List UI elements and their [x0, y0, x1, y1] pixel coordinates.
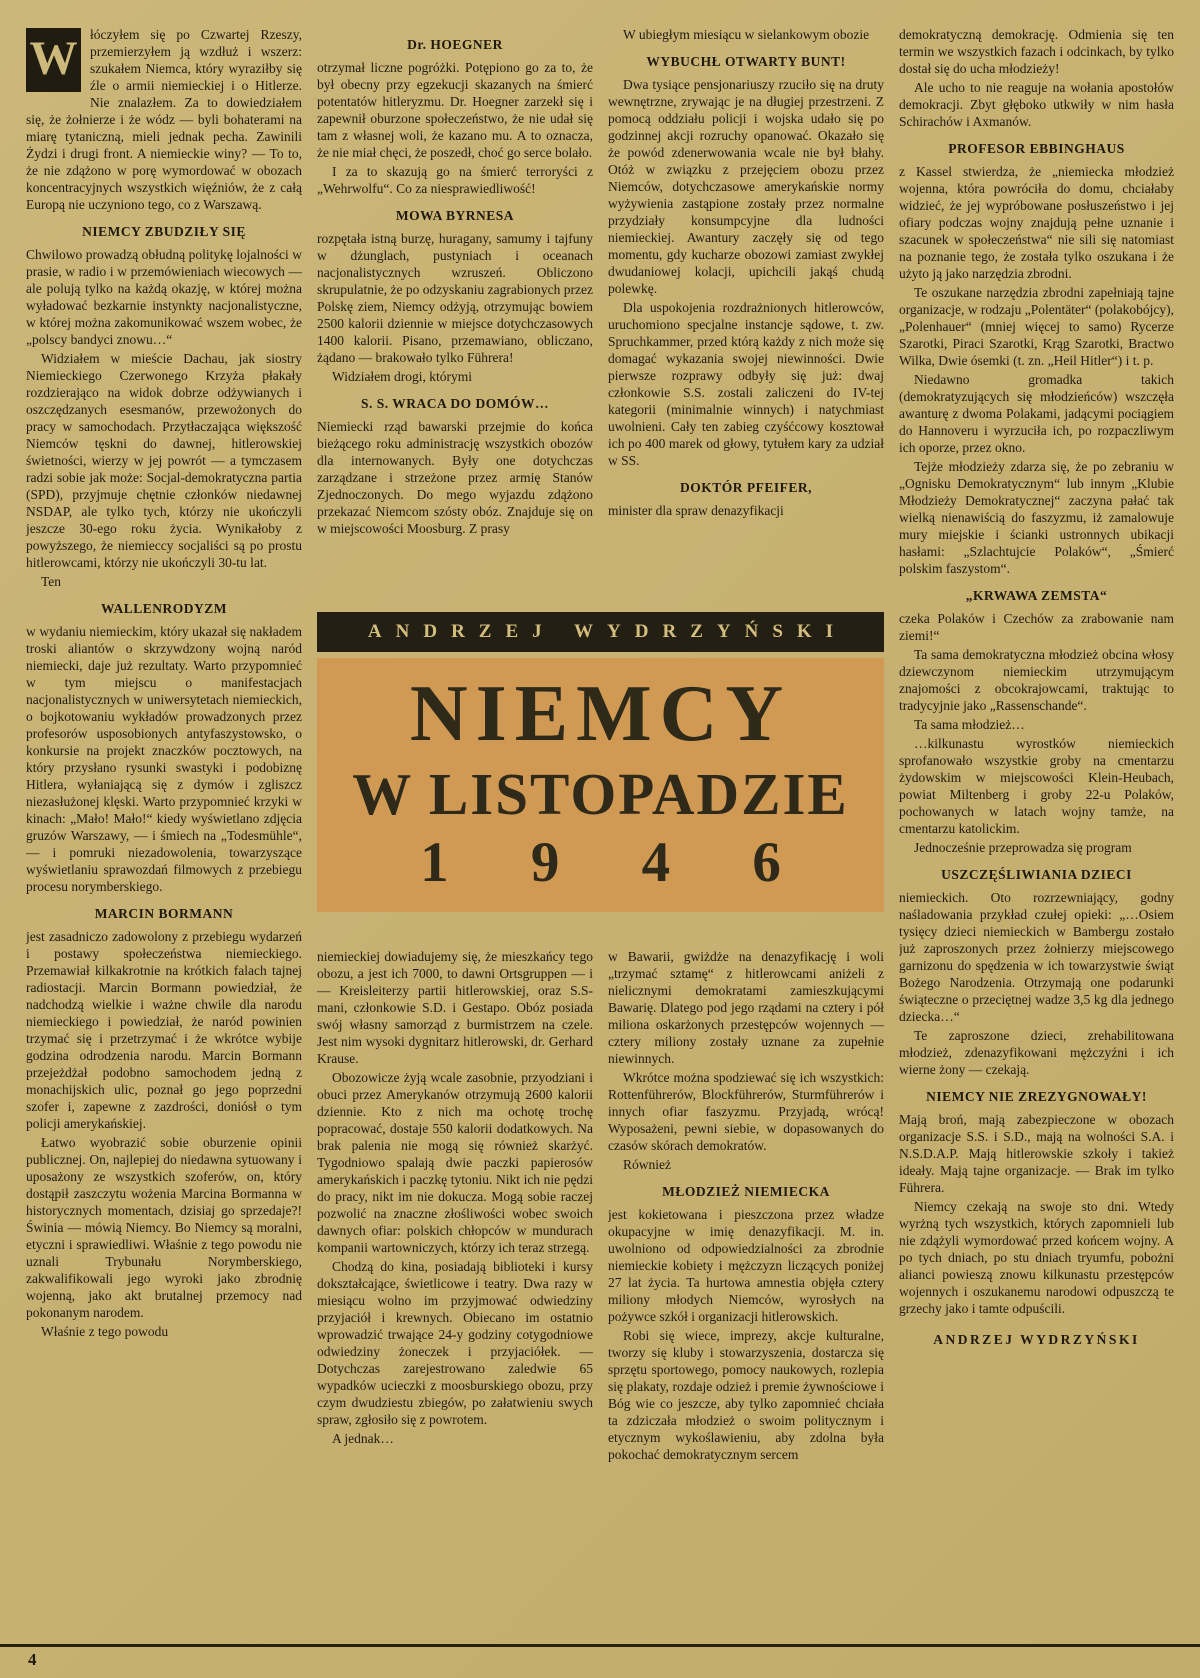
section-heading: NIEMCY ZBUDZIŁY SIĘ [82, 224, 246, 239]
article-column-3-top [608, 26, 884, 606]
article-paragraph: otrzymał liczne pogróżki. Potępiono go za to, że był obecny przy egzekucji skazanych na śmierć potentatów hitleryzmu. Dr. Hoegner zarzekł się i zapewnił oburzone społeczeństwo, że nie udał się tam z własnej woli, że kazano mu. A to oznacza, że nie miał chęci, że poszedł, choć go serce bolało. [317, 60, 593, 160]
drop-cap: W [26, 28, 81, 92]
article-paragraph: Niemiecki rząd bawarski przejmie do końca bieżącego roku administrację wszystkich obozów dla internowanych. Były one dotychczas zarządzane i strzeżone przez armię Stanów Zjednoczonych. Do mego wyjazdu zdążono przekazać Niemcom szósty obóz. Znajduje się on w miejscowości Moosburg. Z prasy [317, 419, 593, 536]
article-paragraph: czeka Polaków i Czechów za zrabowanie nam ziemi!“ [899, 611, 1174, 643]
article-paragraph: Ta sama demokratyczna młodzież obcina włosy dziewczynom niemieckim utrzymującym znajomości z obcokrajowcami, traktując to tradycyjnie jako „Rassenschande“. [899, 647, 1174, 713]
section-heading: Dr. HOEGNER [407, 37, 503, 52]
article-paragraph: A jednak… [332, 1431, 394, 1446]
section-heading: PROFESOR EBBINGHAUS [948, 141, 1125, 156]
article-paragraph: Niedawno gromadka takich (demokratyzujących się młodzieńców) wszczęła awanturę z dwoma Polakami, jadącymi pociągiem do Hannoveru i wyrzuciła ich, po rozpaczliwym ich oporze, przez okno. [899, 372, 1174, 455]
article-paragraph: niemieckiej dowiadujemy się, że mieszkańcy tego obozu, a jest ich 7000, to dawni Ortsgruppen — i — Kreisleiterzy partii hitlerowskiej, oraz S.S-mani, członkowie S.D. i Gestapo. Obóz posiada swój własny samorząd z burmistrzem na czele. Jest nim wysoki dygnitarz hitlerowski, dr. Gerhard Krause. [317, 949, 593, 1066]
article-paragraph: Chwilowo prowadzą obłudną politykę lojalności w prasie, w radio i w przemówieniach wiecowych — ale polują tylko na każdą okazję, w której można wyładować bezkarnie instynkty nacjonalistyczne, w której można zakomunikować wszem wobec, że „polscy bandyci znowu…“ [26, 247, 302, 347]
article-paragraph: Ta sama młodzież… [914, 717, 1025, 732]
section-heading: „KRWAWA ZEMSTA“ [965, 588, 1108, 603]
article-paragraph: Również [623, 1157, 671, 1172]
article-paragraph: minister dla spraw denazyfikacji [608, 503, 784, 518]
article-paragraph: Jednocześnie przeprowadza się program [914, 840, 1132, 855]
article-paragraph: Obozowicze żyją wcale zasobnie, przyodziani i obuci przez Amerykanów otrzymują 2600 kalorii dziennie. Kto z nich ma ochotę trochę popracować, dostaje 550 kalorii dodatkowych. Na brak palenia nie mogą się również skarżyć. Tygodniowo spalają dwie paczki papierosów amerykańskich i paczkę tytoniu. Nikt ich nie pędzi do pracy, nikt im nie dokucza. Mogą sobie raczej pozwolić na znaczne złośliwości wobec swoich dawnych ofiar: polskich chłopców w mundurach kompanii wartowniczych, którzy ich teraz strzegą. [317, 1070, 593, 1255]
article-paragraph: Chodzą do kina, posiadają biblioteki i kursy dokształcające, świetlicowe i teatry. Dwa razy w miesiącu wolno im przyjmować odwiedziny przyjaciół i krewnych. Obiecano im ostatnio wprowadzić trwające 24-y godziny cotygodniowe odwiedziny żoneczek i przyjaciółek. — Dotychczas zarejestrowano zaledwie 65 wypadków ucieczki z moosburskiego obozu, przy czym dwudziestu zbiegów, po załatwieniu swych spraw, zgłosiło się z powrotem. [317, 1259, 593, 1427]
headline-box [317, 658, 884, 912]
article-column-2-top [317, 26, 593, 606]
headline-block [317, 612, 884, 912]
article-paragraph: Robi się wiece, imprezy, akcje kulturalne, tworzy się kluby i stowarzyszenia, dostarcza się sprzętu sportowego, pomocy naukowych, rozlepia się plakaty, rozdaje odzież i premie żywnościowe i Bóg wie co jeszcze, aby tylko zapomnieć chciała ta zdziczała młodzież o swoim politycznym i etycznym wykoślawieniu, aby zdolna była pokochać demokratycznym sercem [608, 1328, 884, 1462]
page-number: 4 [28, 1650, 37, 1669]
section-heading: USZCZĘŚLIWIANIA DZIECI [941, 867, 1132, 882]
article-paragraph: jest kokietowana i pieszczona przez władze okupacyjne w imię denazyfikacji. M. in. uwolniono od odpowiedzialności za zbrodnie niemieckie kobiety i mężczyzn liczących poniżej 27 lat życia. Ta hurtowa amnestia objęła cztery miliony młodych Niemców, wyrosłych na pożywce szkół i organizacji hitlerowskich. [608, 1207, 884, 1324]
article-paragraph: Ale ucho to nie reaguje na wołania apostołów demokracji. Zbyt głęboko utkwiły w nim hasła Schirachów i Axmanów. [899, 80, 1174, 129]
article-paragraph: w Bawarii, gwiżdże na denazyfikację i woli „trzymać sztamę“ z hitlerowcami aniżeli z nielicznymi demokratami zamieszkującymi Bawarię. Dlatego pod jego rządami na cztery i pół miliona oskarżonych przestępców wojennych — cztery miliony zostały uznane za zupełnie niewinnych. [608, 949, 884, 1066]
section-heading: MOWA BYRNESA [395, 208, 515, 223]
article-column-2-bottom [317, 948, 593, 1620]
article-paragraph: Właśnie z tego powodu [41, 1324, 169, 1339]
article-paragraph: Łatwo wyobrazić sobie oburzenie opinii publicznej. On, najlepiej do niedawna sytuowany i uposażony ze wszystkich szoferów, on, który dostąpił zaszczytu wożenia Marcina Bormanna w historycznych momentach, dzisiaj go sprzedaje?! Świnia — mówią Niemcy. Bo Niemcy są moralni, etyczni i sprawiedliwi. Właśnie z tego powodu nie uznali Trybunału Norymberskiego, zakwalifikowali jego wyroki jako zbrodnię wojenną, jako akt brutalnej przemocy nad pokonanym narodem. [26, 1135, 302, 1320]
article-paragraph: W łóczyłem się po Czwartej Rzeszy, przemierzyłem ją wzdłuż i wszerz: szukałem Niemca, który wyraziłby się źle o armii niemieckiej i o Hitlerze. Nie znalazłem. Za to dowiedziałem się, że żołnierze i że wódz — byli bohaterami na miarę tytaniczną, mieli jednak pecha. Zawinili Żydzi i drugi front. A niemieckie winy? — To to, że nie zdążono w porę wymordować w obozach koncentracyjnych wszystkich więźniów, że z całą Europą nie uczyniono tego, co z Warszawą. [26, 27, 302, 212]
section-heading: WYBUCHŁ OTWARTY BUNT! [646, 54, 846, 69]
headline-title-line-3: 1 9 4 6 [420, 830, 815, 894]
article-paragraph: Niemcy czekają na swoje sto dni. Wtedy wyrżną tych wszystkich, których zapomnieli lub nie zdążyli wymordować przed końcem wojny. A po tych dniach, po stu dniach tryumfu, pobożni alianci powieszą znowu kilkunastu przestępców wojennych i oszukanemu narodowi odpuszczą te grzechy jako i tamte odpuścili. [899, 1199, 1174, 1316]
article-column-4 [899, 26, 1174, 1622]
headline-title-line-1: NIEMCY [409, 670, 792, 758]
section-heading: NIEMCY NIE ZREZYGNOWAŁY! [926, 1089, 1147, 1104]
article-paragraph: Te oszukane narzędzia zbrodni zapełniają tajne organizacje, w rodzaju „Polentäter“ (polakobójcy), „Polenhauer“ (mniej więcej to samo) Rycerze Szarotki, Piraci Szarotki, Krąg Szarotki, Bractwo Wilka, Dwie ósemki (t. zn. „Heil Hitler“) i t. p. [899, 285, 1174, 368]
article-paragraph: …kilkunastu wyrostków niemieckich sprofanowało wszystkie groby na cmentarzu żydowskim w miejscowości Klein-Heubach, powiat Miltenberg i groby 22-u Polaków, pochowanych w latach wojny tamże, na cmentarzu katolickim. [899, 736, 1174, 836]
article-paragraph: niemieckich. Oto rozrzewniający, godny naśladowania przykład czułej opieki: „…Osiem tysięcy dzieci niemieckich w Bambergu zostało już zaproszonych przez żołnierzy miejscowego garnizonu do spędzenia w ich towarzystwie świąt Bożego Narodzenia. Otrzymają one podarunki świąteczne o przeciętnej wadze 3,5 kg dla jednego dziecka…“ [899, 890, 1174, 1024]
article-paragraph: Tejże młodzieży zdarza się, że po zebraniu w „Ognisku Demokratycznym“ lub innym „Klubie Młodzieży Demokratycznej“ zaczyna pałać tak wielką nienawiścią do faszyzmu, iż zamalowuje mury miejskie i ścianki ustronnych ubikacji hasłami: „Szlachtujcie Polaków“, „Śmierć polskim faszystom“. [899, 459, 1174, 576]
section-heading: S. S. WRACA DO DOMÓW… [360, 396, 550, 411]
article-paragraph: rozpętała istną burzę, huragany, samumy i tajfuny w dżunglach, pustyniach i oceanach nacjonalistycznych wzruszeń. Obliczono skrupulatnie, że po odzyskaniu zagrabionych przez Polskę ziem, Niemcy odżyją, otrzymując bowiem 2500 kalorii dziennie w miejsce dotychczasowych 1400 kalorii. Pisano, przemawiano, obliczano, żądano — brakowało tylko Führera! [317, 231, 593, 365]
footer-rule [0, 1644, 1200, 1647]
section-heading: WALLENRODYZM [100, 601, 227, 616]
article-paragraph: W ubiegłym miesiącu w sielankowym obozie [623, 27, 870, 42]
section-heading: MARCIN BORMANN [94, 906, 234, 921]
article-paragraph: z Kassel stwierdza, że „niemiecka młodzież wojenna, która powróciła do domu, chciałaby widzieć, że jej wypróbowane posłuszeństwo i jej ofiary podczas wojny znajdują pełne uznanie i szacunek w społeczeństwa“ nie sili się natomiast na poznanie tego, że została tylko oszukana i że użyto ją jako narzędzia zbrodni. [899, 164, 1174, 281]
section-heading: MŁODZIEŻ NIEMIECKA [662, 1184, 830, 1199]
headline-author-bar [317, 612, 884, 652]
headline-author: ANDRZEJ WYDRZYŃSKI [367, 621, 848, 642]
article-column-1 [26, 26, 302, 1622]
article-paragraph: Mają broń, mają zabezpieczone w obozach organizacje S.S. i S.D., mają na wolności S.A. i N.S.D.A.P. Mają hitlerowskie szkoły i takież ideały. Mają tajne organizacje. — Brak im tylko Führera. [899, 1112, 1174, 1195]
article-paragraph: demokratyczną demokrację. Odmienia się ten termin we wszystkich fazach i odcinkach, by tylko dostał się do ucha młodzieży! [899, 27, 1174, 76]
headline-title-line-2: W LISTOPADZIE [352, 760, 849, 827]
article-paragraph: Dwa tysiące pensjonariuszy rzuciło się na druty wewnętrzne, zrywając je na długiej przestrzeni. Z pomocą oddziału policji i wojska udało się po godzinnej akcji rozruchy opanować. Okazało się że powód zdenerwowania wcale nie był błahy. Otóż w związku z przejęciem obozu przez Niemców, dotychczasowe amerykańskie normy wyżywienia zastąpione zostały przez normalne przydziały konsumpcyjne dla ludności niemieckiej. Awantury zaczęły się od tego momentu, gdy kucharze obozowi zamiast zwykłej dwudaniowej kolacji, upichcili jakąś chudą polewkę. [608, 77, 884, 296]
author-signature: ANDRZEJ WYDRZYŃSKI [933, 1332, 1140, 1347]
article-paragraph: Widziałem w mieście Dachau, jak siostry Niemieckiego Czerwonego Krzyża płakały rozdzierająco na widok dobrze odżywianych i oszczędzanych esesmanów, przewożonych do pracy w samochodach. Przytłaczająca większość Niemców tęskni do dawnej, hitlerowskiej świetności, wierzy w jej powrót — a tymczasem radzi sobie jak może: Socjal-demokratyczna partia (SPD), przyjmuje chętnie członków niedawnej NSDAP, ale tylko tych, którzy nie ukończyli jeszcze 30-ego roku życia. Wynikałoby z powyższego, że niemieccy socjaliści są po prostu hitlerowcami, którzy nie ukończyli 30-tu lat. [26, 351, 302, 570]
article-paragraph: w wydaniu niemieckim, który ukazał się nakładem troski aliantów o skrzywdzony wojną naród niemiecki, daje już rezultaty. Warto przypomnieć w tym miejscu o manifestacjach nacjonalistycznych w uniwersytetach niemieckich, o bojkotowaniu wykładów prowadzonych przez profesorów usposobionych antyfaszystowsko, o konkursie na projekt znaczków pocztowych, na który przysłano rysunki swastyki i podobiznę Hitlera, wyłaniającą się z dymów i zgliszcz niezasłużonej klęski. Warto przypomnieć krzyki w kinach: „Mało! Mało!“ kiedy wyświetlano zdjęcia gruzów Warszawy, — i śmiech na „Todesmühle“, — i pomruki niezadowolenia, towarzyszące wyświetlaniu sprawozdań filmowych z przebiegu procesu norymberskiego. [26, 624, 302, 894]
article-paragraph: Dla uspokojenia rozdrażnionych hitlerowców, uruchomiono specjalne instancje sądowe, t. zw. Spruchkammer, przed którą każdy z nich może się domagać wykazania swojej niewinności. Dwie pierwsze rozprawy odbyły się już: dwaj członkowie S.S. zostali zaliczeni do IV-tej kategorii (minimalnie winnych) i natychmiast uwolnieni. Cały ten zabieg czyśćcowy kosztował ich po 400 marek od głowy, tytułem kary za udział w SS. [608, 300, 884, 468]
article-paragraph: Wkrótce można spodziewać się ich wszystkich: Rottenführerów, Blockführerów, Sturmführerów i innych ofiar faszyzmu. Przyjadą, wrócą! Wyposażeni, pewni siebie, w dopasowanych do czasów skórach demokratów. [608, 1070, 884, 1153]
section-heading: DOKTÓR PFEIFER, [679, 480, 812, 495]
article-paragraph: Widziałem drogi, którymi [332, 369, 473, 384]
article-column-3-bottom [608, 948, 884, 1620]
article-paragraph: jest zasadniczo zadowolony z przebiegu wydarzeń i postawy społeczeństwa niemieckiego. Przemawiał kilkakrotnie na krótkich falach tajnej radiostacji. Marcin Bormann powiedział, że nadchodzą wielkie i ważne chwile dla narodu niemieckiego i powiedział, że naród powinien trzymać się i przetrzymać i że wkrótce wybije godzina odrodzenia narodu. Marcin Bormann przejeżdżał podobno samochodem jedną z monachijskich ulic, poznał go jego poprzedni szofer i, zapewne z zazdrości, doniósł o tym policji amerykańskiej. [26, 929, 302, 1131]
article-paragraph: Ten [41, 574, 62, 589]
article-paragraph: I za to skazują go na śmierć terroryści z „Wehrwolfu“. Co za niesprawiedliwość! [317, 164, 593, 196]
article-paragraph: Te zaproszone dzieci, zrehabilitowana młodzież, zdenazyfikowani mężczyźni i ich wierne żony — czekają. [899, 1028, 1174, 1077]
